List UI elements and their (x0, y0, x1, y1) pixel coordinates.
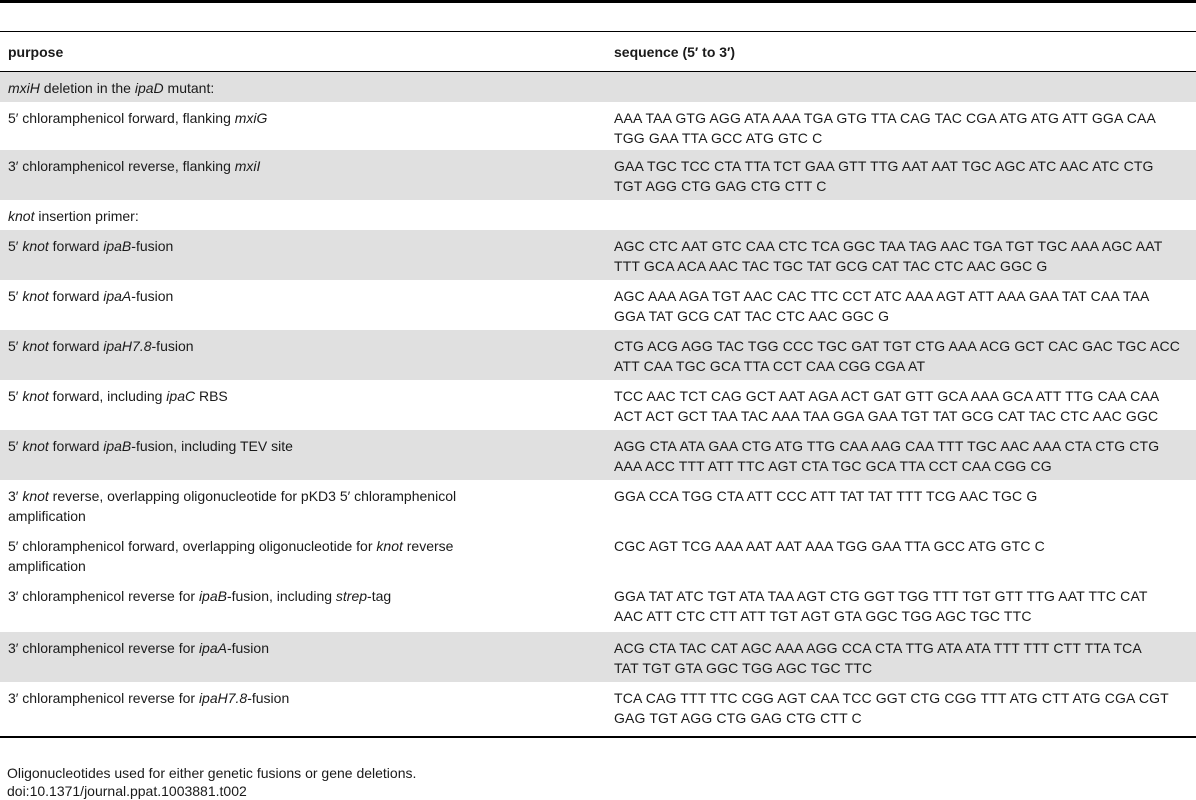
gene-name: ipaB (103, 438, 132, 454)
purpose-cell (0, 236, 604, 256)
gene-name: knot (22, 338, 49, 354)
gene-name: knot (22, 388, 49, 404)
purpose-cell (0, 536, 604, 576)
purpose-text: forward (48, 288, 104, 304)
gene-name: mxiG (234, 110, 268, 126)
primer-table (0, 31, 1196, 736)
table-header (0, 32, 1196, 72)
table-row (0, 580, 1196, 632)
purpose-text: -fusion (131, 238, 174, 254)
table-row (0, 480, 1196, 530)
purpose-text: -fusion (247, 690, 290, 706)
caption-text: Oligonucleotides used for either genetic fusions or gene deletions. (7, 765, 417, 781)
sequence-cell: CGC AGT TCG AAA AAT AAT AAA TGG GAA TTA GCC ATG GTC C (614, 538, 1045, 554)
table-row (0, 330, 1196, 380)
purpose-cell (0, 586, 604, 606)
gene-name: knot (8, 208, 35, 224)
purpose-text: deletion in the (39, 80, 135, 96)
caption-doi: doi:10.1371/journal.ppat.1003881.t002 (7, 783, 247, 799)
purpose-cell (0, 688, 604, 708)
purpose-text: -fusion (131, 288, 174, 304)
sequence-cell: ACG CTA TAC CAT AGC AAA AGG CCA CTA TTG ATA ATA TTT TTT CTT TTA TCA TAT TGT GTA GGC TGG AGC TGC TTC (614, 640, 1142, 676)
sequence-cell: AGC AAA AGA TGT AAC CAC TTC CCT ATC AAA AGT ATT AAA GAA TAT CAA TAA GGA TAT GCG CAT TAC CTC AAC GGC G (614, 288, 1150, 324)
sequence-cell: AAA TAA GTG AGG ATA AAA TGA GTG TTA CAG TAC CGA ATG ATG ATT GGA CAA TGG GAA TTA GCC ATG GTC C (614, 110, 1156, 146)
gene-name: knot (376, 538, 403, 554)
purpose-text: forward, including (48, 388, 167, 404)
gene-name: knot (22, 488, 49, 504)
header-purpose: purpose (8, 43, 64, 60)
gene-name: knot (22, 238, 49, 254)
purpose-text: 5′ chloramphenicol forward, flanking (8, 110, 235, 126)
purpose-text: 5′ (8, 288, 23, 304)
gene-name: ipaH7.8 (103, 338, 152, 354)
sequence-cell: TCA CAG TTT TTC CGG AGT CAA TCC GGT CTG CGG TTT ATG CTT ATG CGA CGT GAG TGT AGG CTG GAG CTG CTT C (614, 690, 1169, 726)
gene-name: ipaB (198, 588, 227, 604)
purpose-text: 5′ (8, 438, 23, 454)
purpose-text: forward (48, 438, 104, 454)
purpose-text: 5′ (8, 388, 23, 404)
purpose-cell (0, 156, 604, 176)
purpose-cell (0, 436, 604, 456)
purpose-text: reverse amplification (8, 538, 454, 574)
purpose-text: 3′ chloramphenicol reverse for (8, 588, 199, 604)
gene-name: mxiH (8, 80, 40, 96)
purpose-text: forward (48, 238, 104, 254)
table-row (0, 150, 1196, 200)
purpose-text: 3′ chloramphenicol reverse for (8, 640, 199, 656)
gene-name: ipaC (166, 388, 196, 404)
purpose-text: 3′ (8, 488, 23, 504)
table-row (0, 530, 1196, 580)
purpose-text: 5′ (8, 338, 23, 354)
purpose-cell (0, 206, 604, 226)
sequence-cell: GGA TAT ATC TGT ATA TAA AGT CTG GGT TGG TTT TGT GTT TTG AAT TTC CAT AAC ATT CTC CTT ATT TGT AGT GTA GGC TGG AGC TGC TTC (614, 588, 1148, 624)
table-row (0, 200, 1196, 230)
purpose-text: 3′ chloramphenicol reverse, flanking (8, 158, 235, 174)
table-row (0, 430, 1196, 480)
purpose-text: insertion primer: (34, 208, 139, 224)
table-row (0, 632, 1196, 682)
purpose-text: -fusion, including (226, 588, 336, 604)
gene-name: knot (22, 288, 49, 304)
purpose-text: -fusion (226, 640, 269, 656)
table-row (0, 230, 1196, 280)
gene-name: knot (22, 438, 49, 454)
sequence-cell: GAA TGC TCC CTA TTA TCT GAA GTT TTG AAT AAT TGC AGC ATC AAC ATC CTG TGT AGG CTG GAG CTG CTT C (614, 158, 1154, 194)
header-sequence: sequence (5′ to 3′) (614, 43, 736, 60)
purpose-text: 3′ chloramphenicol reverse for (8, 690, 199, 706)
sequence-cell: TCC AAC TCT CAG GCT AAT AGA ACT GAT GTT GCA AAA GCA ATT TTG CAA CAA ACT ACT GCT TAA TAC AAA TAA GGA GAA TGT TAT GCG CAT TAC CTC AAC GGC (614, 388, 1160, 424)
purpose-cell (0, 486, 604, 526)
sequence-cell: GGA CCA TGG CTA ATT CCC ATT TAT TAT TTT TCG AAC TGC G (614, 488, 1038, 504)
gene-name: ipaB (103, 238, 132, 254)
purpose-cell (0, 286, 604, 306)
bottom-rule (0, 736, 1196, 738)
table-row (0, 682, 1196, 736)
gene-name: ipaA (198, 640, 227, 656)
purpose-cell (0, 638, 604, 658)
gene-name: mxiI (234, 158, 261, 174)
purpose-text: reverse, overlapping oligonucleotide for pKD3 5′ chloramphenicol amplification (8, 488, 457, 524)
purpose-text: -tag (367, 588, 392, 604)
sequence-cell: AGG CTA ATA GAA CTG ATG TTG CAA AAG CAA TTT TGC AAC AAA CTA CTG CTG AAA ACC TTT ATT TTC AGT CTA TGC GCA TTA CCT CAA CGG CG (614, 438, 1160, 474)
purpose-cell (0, 78, 604, 98)
purpose-text: -fusion (151, 338, 194, 354)
table-row (0, 102, 1196, 150)
table-row (0, 280, 1196, 330)
top-rule (0, 0, 1196, 3)
purpose-cell (0, 336, 604, 356)
gene-name: ipaH7.8 (198, 690, 248, 706)
table-body (0, 72, 1196, 736)
table-row (0, 72, 1196, 102)
purpose-text: 5′ chloramphenicol forward, overlapping oligonucleotide for (8, 538, 377, 554)
table-caption (7, 764, 416, 800)
purpose-text: 5′ (8, 238, 23, 254)
gene-name: strep (335, 588, 368, 604)
purpose-text: RBS (195, 388, 228, 404)
table-row (0, 380, 1196, 430)
purpose-text: forward (48, 338, 104, 354)
sequence-cell: AGC CTC AAT GTC CAA CTC TCA GGC TAA TAG AAC TGA TGT TGC AAA AGC AAT TTT GCA ACA AAC TAC TGC TAT GCG CAT TAC CTC AAC GGC G (614, 238, 1163, 274)
purpose-text: -fusion, including TEV site (131, 438, 293, 454)
purpose-cell (0, 108, 604, 128)
purpose-cell (0, 386, 604, 406)
purpose-text: mutant: (163, 80, 215, 96)
gene-name: ipaD (134, 80, 164, 96)
sequence-cell: CTG ACG AGG TAC TGG CCC TGC GAT TGT CTG AAA ACG GCT CAC GAC TGC ACC ATT CAA TGC GCA TTA CCT CAA CGG CGA AT (614, 338, 1181, 374)
gene-name: ipaA (103, 288, 132, 304)
